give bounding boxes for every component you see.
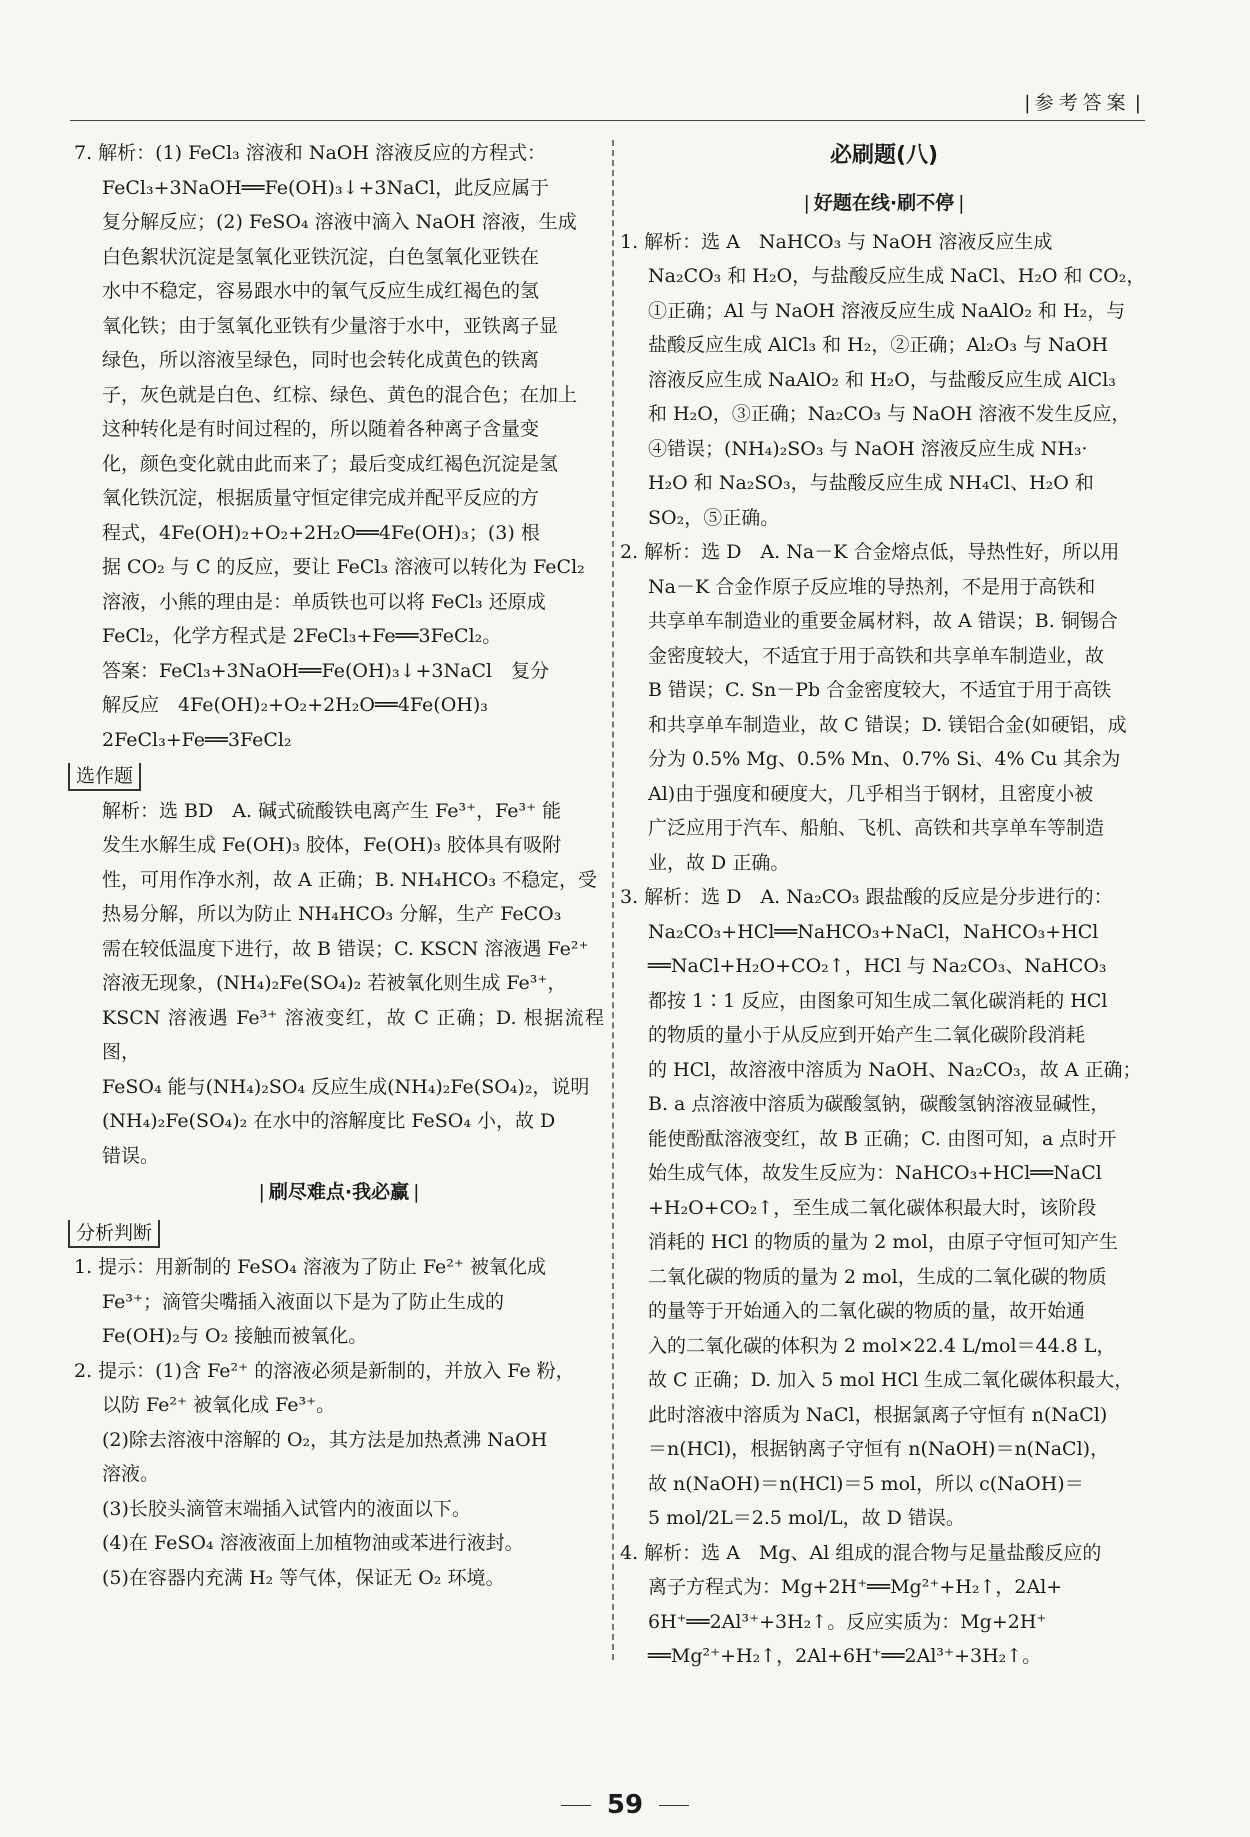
- r2-analysis: [620, 535, 1148, 880]
- banner-text: | 好题在线·刷不停 |: [799, 192, 968, 214]
- elective-section-label: 选作题: [68, 763, 141, 791]
- text-line: 此时溶液中溶质为 NaCl，根据氯离子守恒有 n(NaCl): [648, 1403, 1108, 1426]
- text-line: 共享单车制造业的重要金属材料，故 A 错误；B. 铜锡合: [648, 610, 1118, 632]
- left-column: [74, 136, 604, 1595]
- text-line: 二氧化碳的物质的量为 2 mol，生成的二氧化碳的物质: [648, 1265, 1107, 1288]
- text-line: 金密度较大，不适宜于用于高铁和共享单车制造业，故: [648, 644, 1105, 667]
- text-line: 始生成气体，故发生反应为：NaHCO₃+HCl══NaCl: [648, 1162, 1102, 1184]
- text-line: 错误。: [102, 1144, 160, 1167]
- text-line: 入的二氧化碳的体积为 2 mol×22.4 L/mol＝44.8 L，: [648, 1334, 1116, 1357]
- text-line: 水中不稳定，容易跟水中的氧气反应生成红褐色的氢: [102, 280, 540, 302]
- text-line: 1. 解析：选 A NaHCO₃ 与 NaOH 溶液反应生成: [620, 230, 1053, 253]
- text-line: 6H⁺══2Al³⁺+3H₂↑。反应实质为：Mg+2H⁺: [648, 1610, 1047, 1633]
- section-banner: [620, 186, 1148, 221]
- text-line: KSCN 溶液遇 Fe³⁺ 溶液变红，故 C 正确；D. 根据流程图，: [102, 1006, 604, 1063]
- text-line: (5)在容器内充满 H₂ 等气体，保证无 O₂ 环境。: [102, 1566, 505, 1589]
- text-line: ══NaCl+H₂O+CO₂↑，HCl 与 Na₂CO₃、NaHCO₃: [648, 955, 1107, 977]
- footer-dash: [659, 1805, 689, 1806]
- elective-analysis: [74, 794, 604, 1174]
- text-line: FeCl₂，化学方程式是 2FeCl₃+Fe══3FeCl₂。: [102, 625, 502, 647]
- text-line: Fe(OH)₂与 O₂ 接触而被氧化。: [102, 1325, 368, 1347]
- text-line: ④错误；(NH₄)₂SO₃ 与 NaOH 溶液反应生成 NH₃·: [648, 437, 1088, 460]
- text-line: Na－K 合金作原子反应堆的导热剂，不是用于高铁和: [648, 575, 1096, 598]
- text-line: ①正确；Al 与 NaOH 溶液反应生成 NaAlO₂ 和 H₂，与: [648, 299, 1126, 322]
- text-line: ＝n(HCl)，根据钠离子守恒有 n(NaOH)＝n(NaCl)，: [648, 1438, 1110, 1460]
- section-title: 必刷题(八): [829, 143, 939, 168]
- text-line: 溶液，小熊的理由是：单质铁也可以将 FeCl₃ 还原成: [102, 590, 546, 613]
- text-line: 2. 提示：(1)含 Fe²⁺ 的溶液必须是新制的，并放入 Fe 粉，: [74, 1359, 575, 1382]
- text-line: 热易分解，所以为防止 NH₄HCO₃ 分解，生产 FeCO₃: [102, 903, 562, 925]
- page-footer: [0, 1790, 1250, 1820]
- r3-analysis: [620, 880, 1148, 1536]
- text-line: Al)由于强度和硬度大，几乎相当于钢材，且密度小被: [648, 782, 1094, 805]
- text-line: 的量等于开始通入的二氧化碳的物质的量，故开始通: [648, 1300, 1086, 1322]
- text-line: 5 mol/2L＝2.5 mol/L，故 D 错误。: [648, 1507, 965, 1529]
- text-line: 3. 解析：选 D A. Na₂CO₃ 跟盐酸的反应是分步进行的：: [620, 886, 1113, 908]
- text-line: 程式，4Fe(OH)₂+O₂+2H₂O══4Fe(OH)₃；(3) 根: [102, 521, 540, 544]
- text-line: 故 n(NaOH)＝n(HCl)＝5 mol，所以 c(NaOH)＝: [648, 1472, 1084, 1495]
- r4-analysis: [620, 1536, 1148, 1674]
- text-line: H₂O 和 Na₂SO₃，与盐酸反应生成 NH₄Cl、H₂O 和: [648, 472, 1094, 494]
- text-line: Fe³⁺；滴管尖嘴插入液面以下是为了防止生成的: [102, 1290, 505, 1313]
- text-line: 子，灰色就是白色、红棕、绿色、黄色的混合色；在加上: [102, 383, 578, 406]
- text-line: 消耗的 HCl 的物质的量为 2 mol，由原子守恒可知产生: [648, 1231, 1118, 1253]
- text-line: 广泛应用于汽车、船舶、飞机、高铁和共享单车等制造: [648, 817, 1105, 839]
- text-line: 分为 0.5% Mg、0.5% Mn、0.7% Si、4% Cu 其余为: [648, 748, 1121, 770]
- header-rule: [70, 120, 1145, 121]
- text-line: 溶液反应生成 NaAlO₂ 和 H₂O，与盐酸反应生成 AlCl₃: [648, 368, 1116, 391]
- text-line: 化，颜色变化就由此而来了；最后变成红褐色沉淀是氢: [102, 452, 559, 475]
- page-number: 59: [606, 1790, 644, 1820]
- text-line: (2)除去溶液中溶解的 O₂，其方法是加热煮沸 NaOH: [102, 1428, 548, 1451]
- text-line: 和共享单车制造业，故 C 错误；D. 镁铝合金(如硬铝，成: [648, 713, 1127, 736]
- r1-analysis: [620, 225, 1148, 536]
- text-line: FeSO₄ 能与(NH₄)₂SO₄ 反应生成(NH₄)₂Fe(SO₄)₂，说明: [102, 1075, 590, 1098]
- right-column: [620, 136, 1148, 1674]
- text-line: B. a 点溶液中溶质为碳酸氢钠，碳酸氢钠溶液显碱性，: [648, 1093, 1110, 1115]
- q7-analysis: [74, 136, 604, 654]
- text-line: Na₂CO₃+HCl══NaHCO₃+NaCl，NaHCO₃+HCl: [648, 920, 1099, 943]
- text-line: ══Mg²⁺+H₂↑，2Al+6H⁺══2Al³⁺+3H₂↑。: [648, 1645, 1042, 1667]
- text-line: B 错误；C. Sn－Pb 合金密度较大，不适宜于用于高铁: [648, 679, 1112, 701]
- text-line: (3)长胶头滴管末端插入试管内的液面以下。: [102, 1497, 471, 1520]
- text-line: 能使酚酞溶液变红，故 B 正确；C. 由图可知，a 点时开: [648, 1127, 1117, 1150]
- text-line: 盐酸反应生成 AlCl₃ 和 H₂，②正确；Al₂O₃ 与 NaOH: [648, 334, 1109, 356]
- text-line: 业，故 D 正确。: [648, 851, 790, 874]
- text-line: 4. 解析：选 A Mg、Al 组成的混合物与足量盐酸反应的: [620, 1541, 1102, 1564]
- text-line: 氧化铁；由于氢氧化亚铁有少量溶于水中，亚铁离子显: [102, 314, 559, 337]
- text-line: 氧化铁沉淀，根据质量守恒定律完成并配平反应的方: [102, 487, 540, 509]
- text-line: 2. 解析：选 D A. Na－K 合金熔点低，导热性好，所以用: [620, 541, 1120, 563]
- text-line: 解析：选 BD A. 碱式硫酸铁电离产生 Fe³⁺，Fe³⁺ 能: [102, 799, 562, 822]
- text-line: 7. 解析：(1) FeCl₃ 溶液和 NaOH 溶液反应的方程式：: [74, 142, 546, 164]
- text-line: (4)在 FeSO₄ 溶液液面上加植物油或苯进行液封。: [102, 1532, 524, 1554]
- text-line: Na₂CO₃ 和 H₂O，与盐酸反应生成 NaCl、H₂O 和 CO₂，: [648, 265, 1146, 287]
- text-line: 答案：FeCl₃+3NaOH══Fe(OH)₃↓+3NaCl 复分: [102, 659, 550, 682]
- analysis-item-2: [74, 1354, 604, 1596]
- text-line: 都按 1∶1 反应，由图象可知生成二氧化碳消耗的 HCl: [648, 989, 1108, 1012]
- section-banner: [74, 1175, 604, 1210]
- text-line: 这种转化是有时间过程的，所以随着各种离子含量变: [102, 418, 540, 440]
- text-line: (NH₄)₂Fe(SO₄)₂ 在水中的溶解度比 FeSO₄ 小，故 D: [102, 1110, 556, 1132]
- text-line: 性，可用作净水剂，故 A 正确；B. NH₄HCO₃ 不稳定，受: [102, 868, 597, 891]
- text-line: 离子方程式为：Mg+2H⁺══Mg²⁺+H₂↑，2Al+: [648, 1576, 1063, 1598]
- text-line: 解反应 4Fe(OH)₂+O₂+2H₂O══4Fe(OH)₃: [102, 694, 488, 716]
- text-line: 1. 提示：用新制的 FeSO₄ 溶液为了防止 Fe²⁺ 被氧化成: [74, 1256, 546, 1278]
- text-line: SO₂，⑤正确。: [648, 506, 780, 529]
- text-line: 以防 Fe²⁺ 被氧化成 Fe³⁺。: [102, 1394, 336, 1416]
- text-line: 故 C 正确；D. 加入 5 mol HCl 生成二氧化碳体积最大，: [648, 1369, 1134, 1391]
- analysis-section-label: 分析判断: [68, 1220, 160, 1248]
- text-line: 需在较低温度下进行，故 B 错误；C. KSCN 溶液遇 Fe²⁺: [102, 937, 589, 960]
- text-line: 绿色，所以溶液呈绿色，同时也会转化成黄色的铁离: [102, 349, 540, 371]
- text-line: +H₂O+CO₂↑，至生成二氧化碳体积最大时，该阶段: [648, 1196, 1097, 1219]
- text-line: 溶液无现象，(NH₄)₂Fe(SO₄)₂ 若被氧化则生成 Fe³⁺，: [102, 972, 567, 994]
- column-divider: [612, 140, 614, 1660]
- banner-text: | 刷尽难点·我必赢 |: [254, 1181, 423, 1203]
- text-line: 复分解反应；(2) FeSO₄ 溶液中滴入 NaOH 溶液，生成: [102, 211, 577, 233]
- text-line: 溶液。: [102, 1463, 160, 1485]
- text-line: 发生水解生成 Fe(OH)₃ 胶体，Fe(OH)₃ 胶体具有吸附: [102, 834, 562, 856]
- text-line: 和 H₂O，③正确；Na₂CO₃ 与 NaOH 溶液不发生反应，: [648, 403, 1131, 425]
- footer-dash: [561, 1805, 591, 1806]
- text-line: 白色絮状沉淀是氢氧化亚铁沉淀，白色氢氧化亚铁在: [102, 245, 540, 268]
- text-line: 的物质的量小于从反应到开始产生二氧化碳阶段消耗: [648, 1024, 1086, 1046]
- text-line: 的 HCl，故溶液中溶质为 NaOH、Na₂CO₃，故 A 正确；: [648, 1058, 1142, 1081]
- text-line: 据 CO₂ 与 C 的反应，要让 FeCl₃ 溶液可以转化为 FeCl₂: [102, 556, 585, 578]
- q7-answer: [74, 654, 604, 758]
- analysis-item-1: [74, 1250, 604, 1354]
- text-line: 2FeCl₃+Fe══3FeCl₂: [102, 728, 292, 751]
- page-header: | 参考答案 |: [1020, 88, 1145, 115]
- text-line: FeCl₃+3NaOH══Fe(OH)₃↓+3NaCl，此反应属于: [102, 176, 550, 199]
